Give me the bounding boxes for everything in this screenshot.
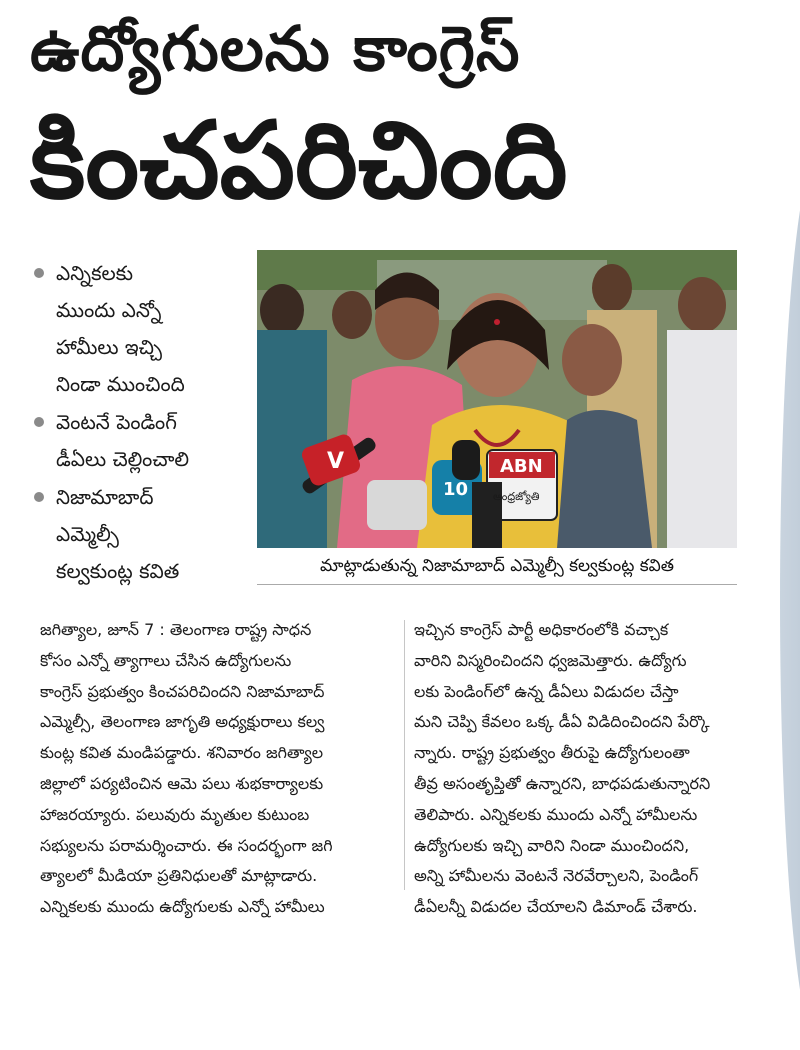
article-line: జగిత్యాల, జూన్ 7 : తెలంగాణ రాష్ట్ర సాధన: [40, 620, 312, 639]
article-line: అన్ని హామీలను వెంటనే నెరవేర్చాలని, పెండింగ్: [414, 866, 699, 886]
headline-line-1: ఉద్యోగులను కాంగ్రెస్: [30, 12, 521, 85]
bullet-icon: [34, 492, 44, 502]
highlight-line: వెంటనే పెండింగ్: [56, 410, 177, 434]
photo-caption: మాట్లాడుతున్న నిజామాబాద్ ఎమ్మెల్సీ కల్వకుంట్ల కవిత: [257, 548, 737, 585]
mic-label: 10: [443, 479, 469, 500]
article-line: వారిని విస్మరించిందని ధ్వజమెత్తారు. ఉద్యోగు: [414, 650, 687, 670]
article-line: ఇచ్చిన కాంగ్రెస్ పార్టీ అధికారంలోకి వచ్చాక: [414, 620, 669, 639]
highlight-line: ఎమ్మెల్సీ: [56, 522, 119, 546]
decorative-side-curve: [780, 150, 800, 1050]
highlight-line: ముందు ఎన్నో: [56, 298, 162, 322]
headline: [30, 6, 770, 226]
article-line: డీఏలన్నీ విడుదల చేయాలని డిమాండ్ చేశారు.: [414, 897, 698, 917]
article-column-right: [414, 615, 776, 923]
article-line: హాజరయ్యారు. పలువురు మృతుల కుటుంబ: [40, 804, 310, 824]
highlight-item: [34, 404, 249, 478]
bullet-icon: [34, 417, 44, 427]
highlight-line: ఎన్నికలకు: [56, 261, 134, 285]
article-line: ఉద్యోగులకు ఇచ్చి వారిని నిండా ముంచిందని,: [414, 835, 690, 855]
article-line: మని చెప్పి కేవలం ఒక్క డీఏ విడిదించిందని పేర్కొ: [414, 712, 710, 732]
highlight-line: నిజామాబాద్: [56, 485, 154, 509]
column-divider: [404, 620, 405, 890]
article-line: సభ్యులను పరామర్శించారు. ఈ సందర్భంగా జగి: [40, 835, 333, 855]
highlight-item: [34, 479, 249, 590]
article-line: త్యాలలో మీడియా ప్రతినిధులతో మాట్లాడారు.: [40, 866, 318, 886]
article-line: కుంట్ల కవిత మండిపడ్డారు. శనివారం జగిత్యాల: [40, 743, 324, 763]
headline-line-2: కించపరిచింది: [30, 99, 568, 222]
article-line: న్నారు. రాష్ట్ర ప్రభుత్వం తీరుపై ఉద్యోగులంతా: [414, 743, 690, 763]
highlights-list: [34, 255, 249, 591]
press-scene-illustration: [257, 250, 737, 548]
article-line: కోసం ఎన్నో త్యాగాలు చేసిన ఉద్యోగులను: [40, 650, 292, 670]
highlight-line: నిండా ముంచింది: [56, 372, 185, 396]
article-line: లకు పెండింగ్‌లో ఉన్న డీఏలు విడుదల చేస్తా: [414, 681, 679, 701]
highlight-item: [34, 255, 249, 403]
article-column-left: [40, 615, 402, 923]
highlight-line: కల్వకుంట్ల కవిత: [56, 559, 180, 583]
highlight-line: డీఏలు చెల్లించాలి: [56, 447, 190, 471]
article-line: ఎన్నికలకు ముందు ఉద్యోగులకు ఎన్నో హామీలు: [40, 897, 325, 917]
mic-label: ABN: [500, 456, 543, 477]
bullet-icon: [34, 268, 44, 278]
highlight-line: హామీలు ఇచ్చి: [56, 335, 162, 359]
article-line: జిల్లాలో పర్యటించిన ఆమె పలు శుభకార్యాలకు: [40, 773, 324, 793]
article-line: తీవ్ర అసంతృప్తితో ఉన్నారని, బాధపడుతున్నారని: [414, 773, 711, 793]
article-line: కాంగ్రెస్ ప్రభుత్వం కించపరిచిందని నిజామాబాద్: [40, 681, 325, 701]
article-line: తెలిపారు. ఎన్నికలకు ముందు ఎన్నో హామీలను: [414, 804, 698, 824]
mic-label: V: [327, 449, 345, 474]
mic-label: ఆంధ్రజ్యోతి: [493, 490, 540, 503]
news-photo: [257, 250, 737, 548]
article-line: ఎమ్మెల్సీ, తెలంగాణ జాగృతి అధ్యక్షురాలు కల్వ: [40, 712, 325, 732]
